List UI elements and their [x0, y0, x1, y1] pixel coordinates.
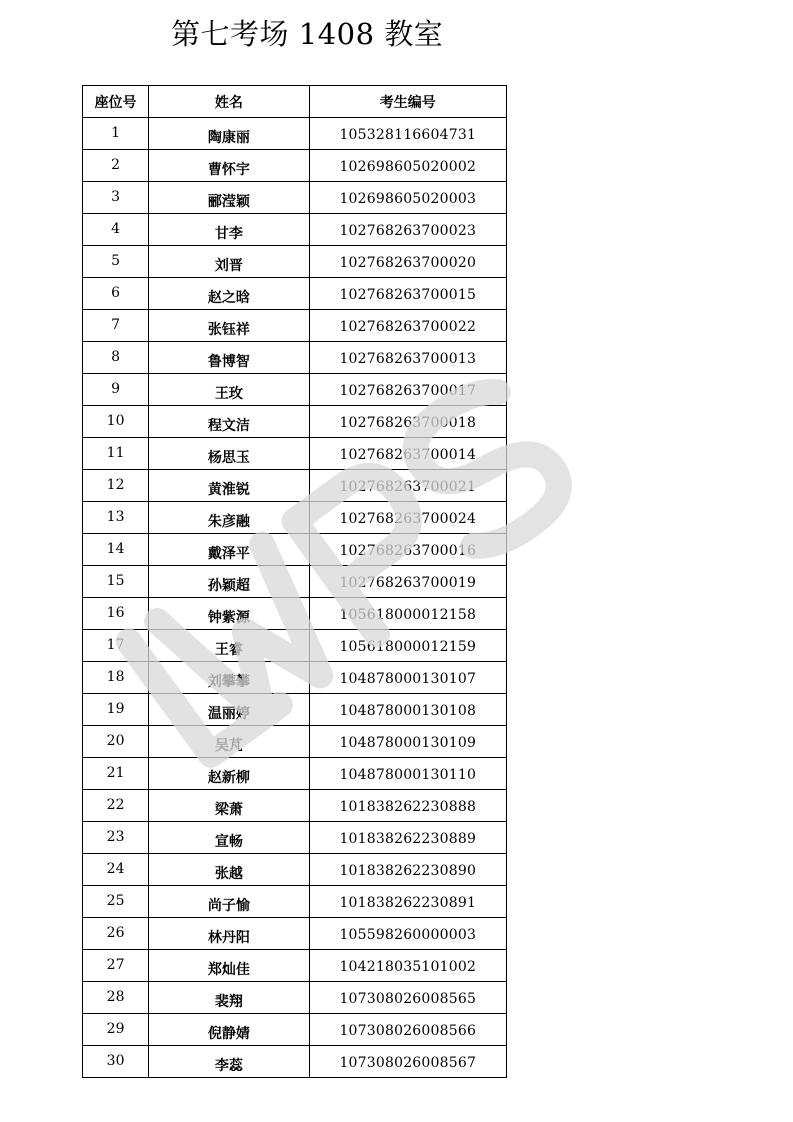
candidate-name-cell: 宣畅 [149, 822, 309, 854]
table-row [83, 694, 507, 726]
seat-number-cell: 30 [83, 1046, 149, 1078]
exam-id-cell: 107308026008565 [309, 982, 506, 1014]
table-row [83, 534, 507, 566]
exam-id-cell: 102768263700013 [309, 342, 506, 374]
table-row [83, 758, 507, 790]
seat-number-cell: 16 [83, 598, 149, 630]
candidate-name-cell: 曹怀宇 [149, 150, 309, 182]
table-row [83, 278, 507, 310]
candidate-name-cell: 张越 [149, 854, 309, 886]
candidate-name-cell: 杨思玉 [149, 438, 309, 470]
exam-id-cell: 107308026008567 [309, 1046, 506, 1078]
candidate-name-cell: 吴芃 [149, 726, 309, 758]
seat-number-cell: 21 [83, 758, 149, 790]
seat-number-cell: 4 [83, 214, 149, 246]
page-title: 第七考场 1408 教室 [171, 17, 444, 51]
exam-id-cell: 105328116604731 [309, 118, 506, 150]
exam-id-cell: 102768263700024 [309, 502, 506, 534]
table-row [83, 1014, 507, 1046]
candidate-name-cell: 赵之晗 [149, 278, 309, 310]
exam-id-cell: 105618000012159 [309, 630, 506, 662]
exam-id-cell: 104878000130110 [309, 758, 506, 790]
candidate-name-cell: 温丽婷 [149, 694, 309, 726]
candidate-name-cell: 张钰祥 [149, 310, 309, 342]
candidate-name-cell: 倪静婧 [149, 1014, 309, 1046]
candidate-name-cell: 戴泽平 [149, 534, 309, 566]
candidate-name-cell: 鲁博智 [149, 342, 309, 374]
candidate-name-cell: 钟紫源 [149, 598, 309, 630]
seat-column-header: 座位号 [83, 86, 149, 118]
candidate-name-cell: 郑灿佳 [149, 950, 309, 982]
candidate-name-cell: 王玫 [149, 374, 309, 406]
table-row [83, 726, 507, 758]
exam-id-cell: 102768263700016 [309, 534, 506, 566]
exam-id-cell: 102768263700014 [309, 438, 506, 470]
table-row [83, 214, 507, 246]
table-row [83, 182, 507, 214]
table-row [83, 438, 507, 470]
candidate-name-cell: 陶康丽 [149, 118, 309, 150]
exam-id-cell: 104878000130107 [309, 662, 506, 694]
seat-number-cell: 23 [83, 822, 149, 854]
candidate-name-cell: 赵新柳 [149, 758, 309, 790]
candidate-name-cell: 刘攀攀 [149, 662, 309, 694]
exam-id-cell: 105618000012158 [309, 598, 506, 630]
table-row [83, 310, 507, 342]
exam-id-cell: 101838262230889 [309, 822, 506, 854]
exam-id-cell: 107308026008566 [309, 1014, 506, 1046]
candidate-name-cell: 裴翔 [149, 982, 309, 1014]
table-row [83, 374, 507, 406]
seat-number-cell: 2 [83, 150, 149, 182]
candidate-name-cell: 程文洁 [149, 406, 309, 438]
seat-number-cell: 18 [83, 662, 149, 694]
exam-id-cell: 102768263700018 [309, 406, 506, 438]
exam-id-cell: 101838262230888 [309, 790, 506, 822]
seat-number-cell: 26 [83, 918, 149, 950]
exam-id-cell: 102768263700015 [309, 278, 506, 310]
candidate-name-cell: 李蕊 [149, 1046, 309, 1078]
candidate-name-cell: 刘晋 [149, 246, 309, 278]
seat-number-cell: 28 [83, 982, 149, 1014]
table-row [83, 790, 507, 822]
candidate-name-cell: 林丹阳 [149, 918, 309, 950]
exam-id-cell: 101838262230890 [309, 854, 506, 886]
exam-id-cell: 104218035101002 [309, 950, 506, 982]
table-row [83, 886, 507, 918]
seat-number-cell: 24 [83, 854, 149, 886]
seat-number-cell: 20 [83, 726, 149, 758]
exam-id-cell: 102698605020003 [309, 182, 506, 214]
table-row [83, 918, 507, 950]
table-body [83, 118, 507, 1078]
seat-number-cell: 10 [83, 406, 149, 438]
candidate-name-cell: 甘李 [149, 214, 309, 246]
exam-id-cell: 102698605020002 [309, 150, 506, 182]
exam-id-cell: 102768263700023 [309, 214, 506, 246]
seat-number-cell: 29 [83, 1014, 149, 1046]
exam-id-cell: 102768263700020 [309, 246, 506, 278]
seat-number-cell: 17 [83, 630, 149, 662]
candidate-name-cell: 郦滢颖 [149, 182, 309, 214]
seat-number-cell: 9 [83, 374, 149, 406]
seat-number-cell: 11 [83, 438, 149, 470]
table-row [83, 662, 507, 694]
seat-number-cell: 19 [83, 694, 149, 726]
table-row [83, 502, 507, 534]
table-row [83, 406, 507, 438]
exam-id-cell: 102768263700019 [309, 566, 506, 598]
table-header-row [83, 86, 507, 118]
candidate-name-cell: 王睿 [149, 630, 309, 662]
table-row [83, 822, 507, 854]
table-row [83, 598, 507, 630]
table-row [83, 854, 507, 886]
exam-id-cell: 105598260000003 [309, 918, 506, 950]
seat-number-cell: 8 [83, 342, 149, 374]
exam-id-cell: 101838262230891 [309, 886, 506, 918]
seat-number-cell: 13 [83, 502, 149, 534]
table-row [83, 470, 507, 502]
exam-id-cell: 102768263700022 [309, 310, 506, 342]
table-row [83, 982, 507, 1014]
table-row [83, 246, 507, 278]
candidate-name-cell: 尚子愉 [149, 886, 309, 918]
table-row [83, 118, 507, 150]
exam-id-cell: 102768263700017 [309, 374, 506, 406]
seating-table [82, 85, 507, 1078]
seat-number-cell: 14 [83, 534, 149, 566]
table-row [83, 342, 507, 374]
table-row [83, 566, 507, 598]
seat-number-cell: 12 [83, 470, 149, 502]
table-row [83, 1046, 507, 1078]
table-row [83, 950, 507, 982]
exam-id-column-header: 考生编号 [309, 86, 506, 118]
table-row [83, 630, 507, 662]
seat-number-cell: 1 [83, 118, 149, 150]
candidate-name-cell: 孙颖超 [149, 566, 309, 598]
candidate-name-cell: 朱彦融 [149, 502, 309, 534]
seat-number-cell: 5 [83, 246, 149, 278]
seat-number-cell: 3 [83, 182, 149, 214]
seat-number-cell: 27 [83, 950, 149, 982]
seat-number-cell: 7 [83, 310, 149, 342]
seat-number-cell: 6 [83, 278, 149, 310]
seat-number-cell: 15 [83, 566, 149, 598]
exam-id-cell: 102768263700021 [309, 470, 506, 502]
exam-id-cell: 104878000130108 [309, 694, 506, 726]
candidate-name-cell: 黄淮锐 [149, 470, 309, 502]
exam-id-cell: 104878000130109 [309, 726, 506, 758]
seat-number-cell: 25 [83, 886, 149, 918]
candidate-name-cell: 梁萧 [149, 790, 309, 822]
table-row [83, 150, 507, 182]
name-column-header: 姓名 [149, 86, 309, 118]
seat-number-cell: 22 [83, 790, 149, 822]
